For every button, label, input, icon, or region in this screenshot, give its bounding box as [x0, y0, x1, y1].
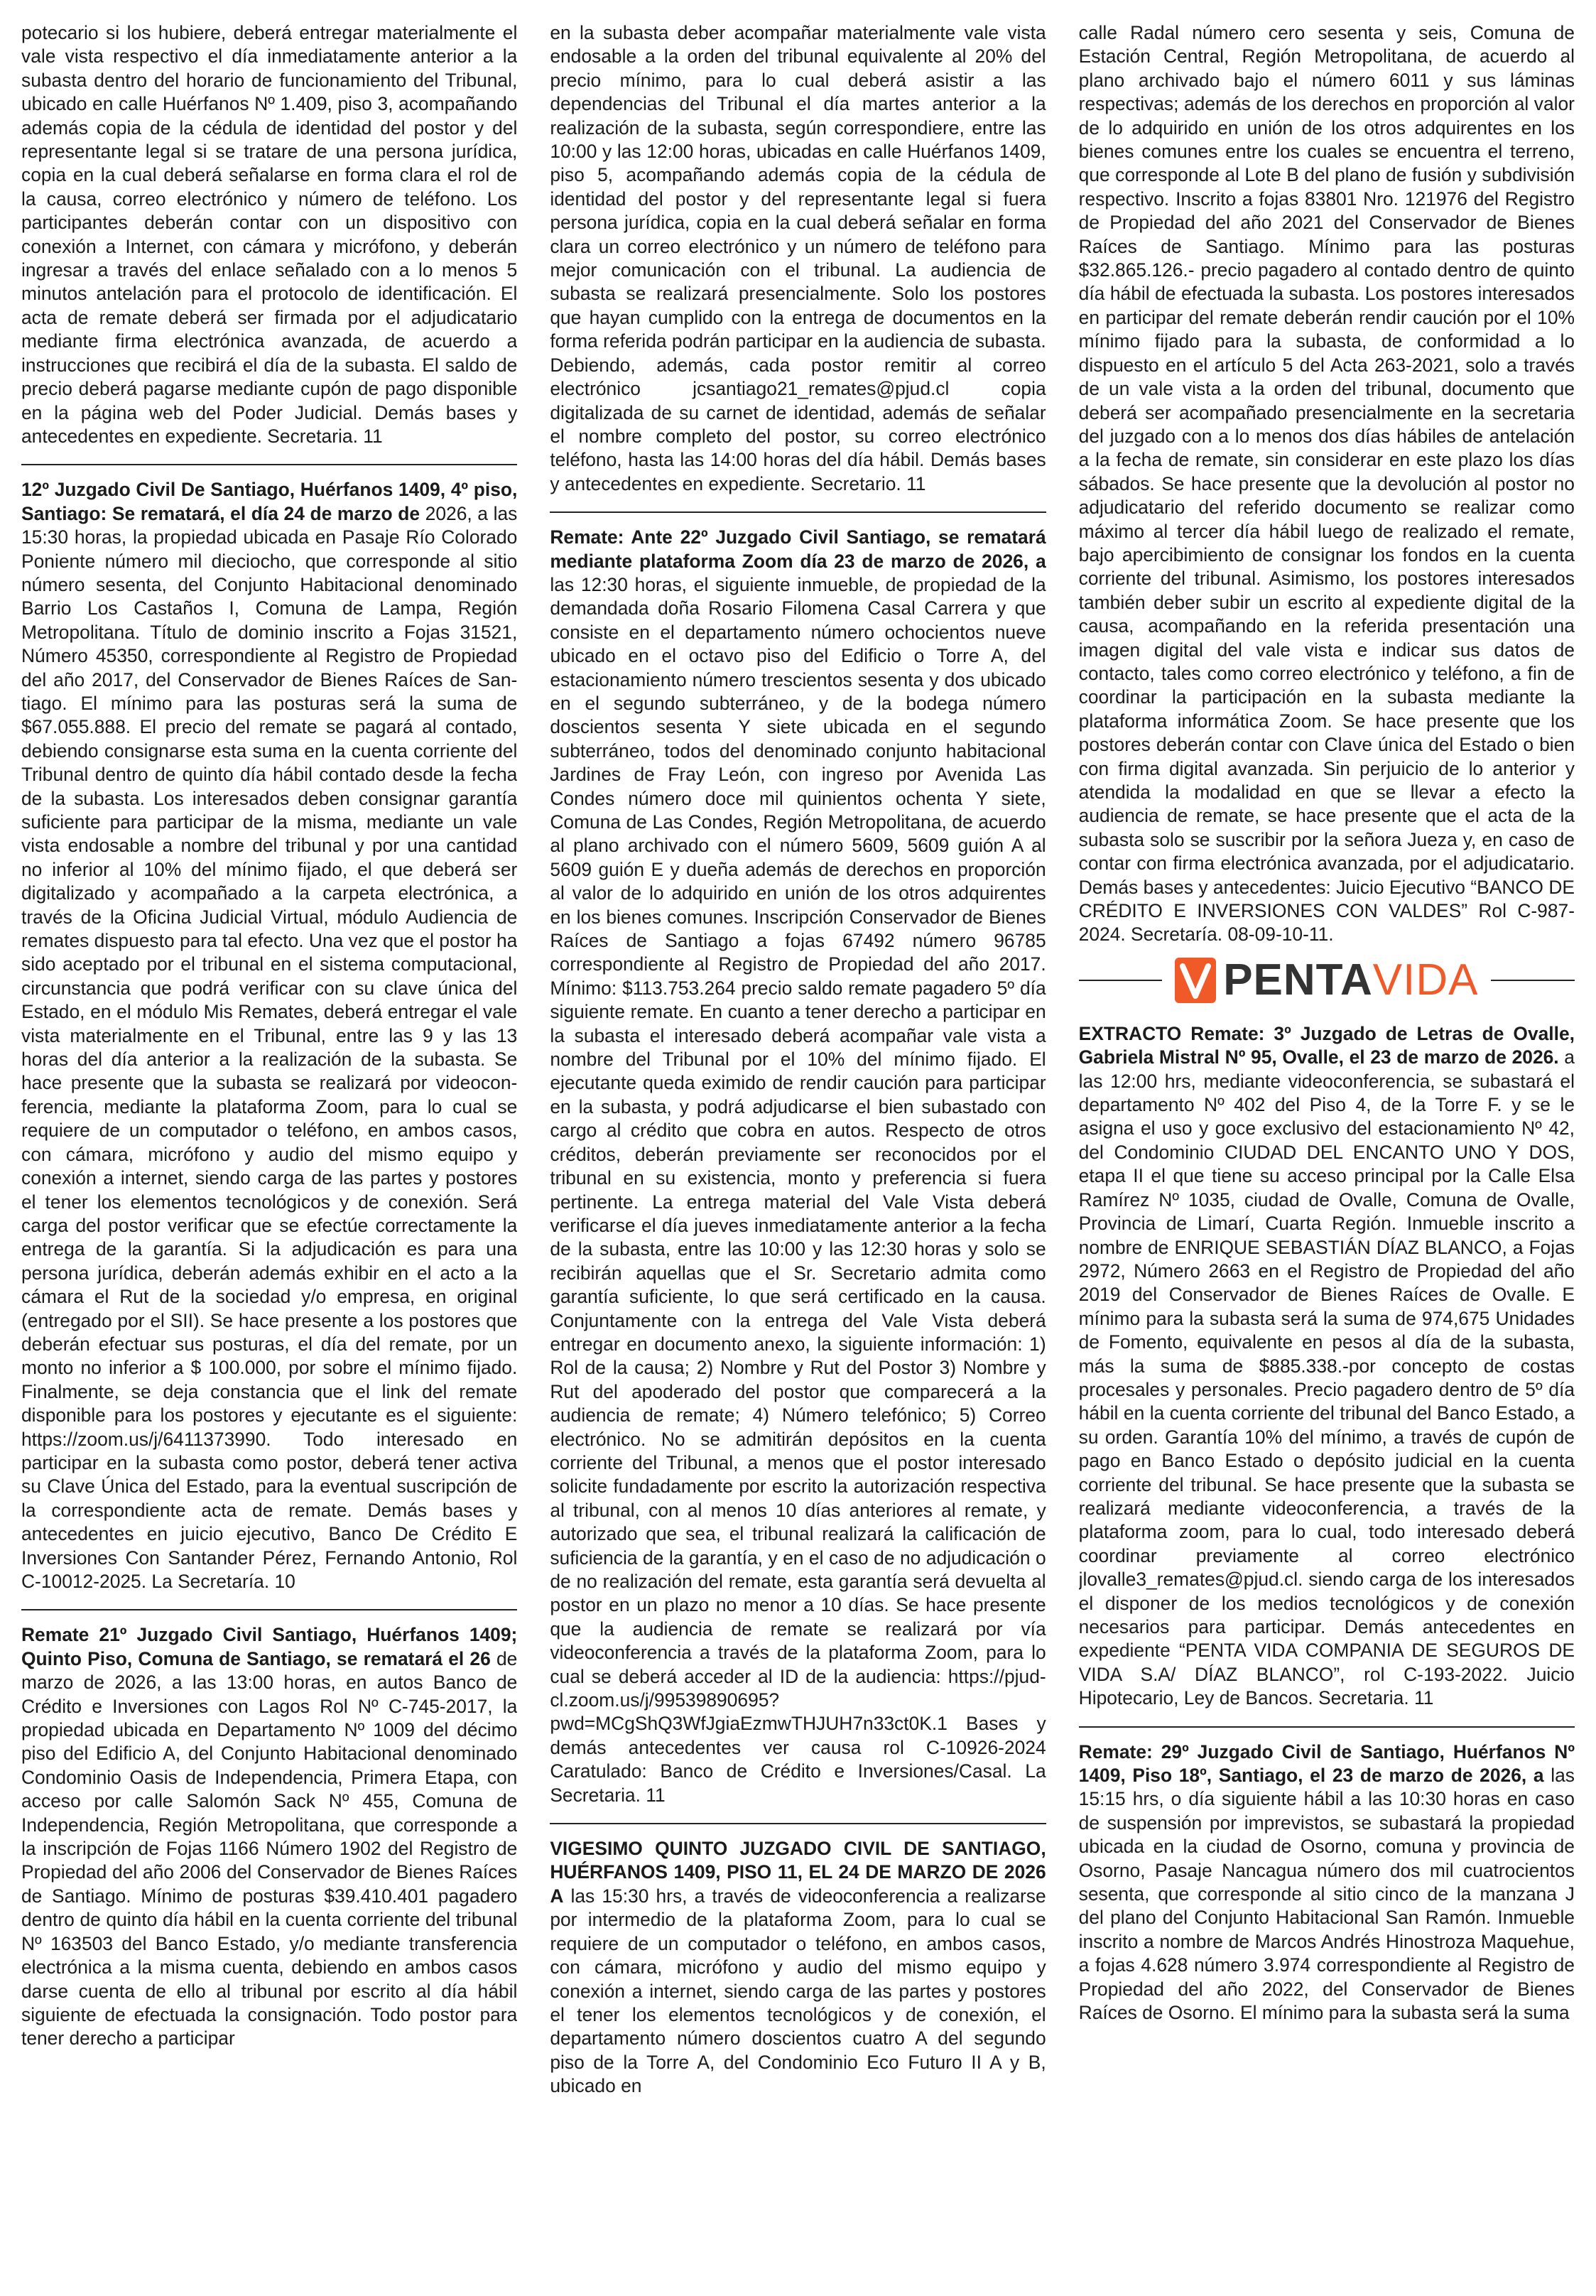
penta-vida-logo-block — [1079, 955, 1575, 1005]
notice-divider — [550, 1823, 1046, 1824]
notice-continuation-col2 — [550, 21, 1046, 496]
notice-body: las 15:15 hrs, o día siguiente hábil a las 10:30 horas en caso de suspensión por imprevistos, se subastará la propiedad ubicada en la ciudad de Osorno, comuna y provincia de Osorno, Pasaje Nancagua número dos mil cuatrocientos sesenta, que corresponde al sitio cinco de la manzana J del plano del Conjunto Habitacional San Ramón. Inmueble inscrito a nombre de Marcos Andrés Hinostroza Maquehue, a fojas 4.628 número 3.974 correspondiente al Registro de Propiedad del año 2022, del Conservador de Bienes Raíces de Osorno. El mínimo para la subasta será la suma — [1078, 1765, 1575, 2024]
notice-heading: EXTRACTO Remate: 3º Juzgado de Letras de Ovalle, Gabriela Mistral Nº 95, Ovalle, el 23 de marzo de 2026. — [1078, 1022, 1575, 1068]
notice-heading: VIGESIMO QUINTO JUZGADO CIVIL DE SANTIAGO, HUÉRFANOS 1409, PISO 11, EL 24 DE MARZO DE 2026 A — [550, 1838, 1046, 1907]
notice-body: las 12:30 horas, el siguiente inmueble, de propiedad de la demandada doña Rosario Filomena Casal Carrera y que consiste en el departamento número ochocientos nueve ubicado en el octavo piso del Edificio o Torre A, del estacionamiento número trescientos sesenta y dos ubicado en el segundo subterráneo, y de la bodega número doscientos sesenta Y siete ubicada en el segundo subterráneo, todos del denominado conjunto habitacional Jardines de Fray León, con ingreso por Avenida Las Condes número doce mil quinientos ochenta Y siete, Comuna de Las Condes, Región Metropolitana, de acuerdo al plano archivado con el número 5609, 5609 guión A al 5609 guión E y dueña además de derechos en proporción al valor de lo adquirido en unión de los otros adquirentes en los bienes comunes. Inscripción Conservador de Bienes Raíces de Santiago a fojas 67492 número 96785 correspondiente al Registro de Propiedad del año 2017. Mínimo: $113.753.264 precio saldo remate pagadero 5º día siguiente remate. En cuanto a tener derecho a participar en la subasta el interesado deberá acompañar vale vista a nombre del Tribunal por el 10% del mínimo fijado. El ejecutante queda eximido de rendir caución para participar en la subasta, y podrá adjudicarse el bien subastado con cargo al crédito que cobra en autos. Respecto de otros créditos, deberán previamente ser reconocidos por el tribunal en su existencia, monto y preferencia si fuera pertinente. La entrega material del Vale Vista deberá verificarse el día jueves inmediatamente anterior a la fecha de la subasta, entre las 10:00 y las 12:30 horas y solo se recibirán aquellas que el Sr. Secretario admita como garantía suficiente, lo que será certificado en la causa. Conjuntamente con la entrega del Vale Vista deberá entregar en documento anexo, la siguiente información: 1) Rol de la causa; 2) Nombre y Rut del Postor 3) Nombre y Rut del apoderado del postor que comparecerá a la audiencia de remate; 4) Número telefónico; 5) Correo electrónico. No se admitirán depósitos en la cuenta corriente del Tribunal, a menos que el postor interesado solicite fundadamente por escrito la autorización respectiva al tribunal, con al menos 10 días anteriores al remate, y autorizado que sea, el tribunal realizará la calificación de suficiencia de la garantía, y en el caso de no adjudicación o de no realización del remate, esta garantía será devuelta al postor en un plazo no menor a 10 días. Se hace presente que la audiencia de remate se realizará por vía videoconferencia a través de la plataforma Zoom, para lo cual se deberá acceder al ID de la audiencia: https://pjud-cl.zoom.us/j/99539890695?pwd=MCgShQ3WfJgiaEzmwTHJUH7n33ct0K.1 Bases y demás antecedentes ver causa rol C-10926-2024 Caratulado: Banco de Crédito e Inversiones/Casal. La Secretaria. 11 — [550, 573, 1046, 1806]
notice-3-juzgado-letras-ovalle — [1079, 1022, 1575, 1711]
column-1 — [21, 21, 517, 2295]
notice-heading: Remate: 29º Juzgado Civil de Santiago, Huérfanos Nº 1409, Piso 18º, Santiago, el 23 de marzo de 2026, a — [1078, 1740, 1575, 1787]
notice-25-juzgado-civil — [550, 1837, 1046, 2098]
logo-divider-left — [1079, 980, 1163, 981]
notice-body: las 15:30 hrs, a través de videoconferencia a realizarse por intermedio de la plataforma Zoom, para lo cual se requiere de un computador o teléfono, en ambos casos, con cámara, micrófono y audio del mismo equipo y conexión a internet, siendo carga de las partes y postores el tener los elementos tecnológicos y de conexión, el departamento número doscientos cuatro A del segundo piso de la Torre A, del Condominio Eco Futuro II A y B, ubicado en — [550, 1885, 1046, 2097]
column-3 — [1079, 21, 1575, 2295]
penta-vida-v-icon — [1175, 958, 1216, 1003]
notice-body: a las 12:00 hrs, mediante videoconferencia, se subastará el departamento Nº 402 del Piso 4, de la Torre F. y se le asigna el uso y goce exclusivo del estacionamiento Nº 42, del Condominio CIUDAD DEL ENCANTO UNO Y DOS, etapa II el que tiene su acceso principal por la Calle Elsa Ramírez Nº 1035, ciudad de Ovalle, Comuna de Ovalle, Provincia de Limarí, Cuarta Región. Inmueble inscrito a nombre de ENRIQUE SEBASTIÁN DÍAZ BLANCO, a Fojas 2972, Número 2663 en el Registro de Propiedad del año 2019 del Conservador de Bienes Raíces de Ovalle. E mínimo para la subasta será la suma de 974,675 Unidades de Fomento, equivalente en pesos al día de la subasta, más la suma de $885.338.-por concepto de costas procesales y personales. Precio pagadero dentro de 5º día hábil en la cuenta corriente del tribunal del Banco Estado, a su orden. Garantía 10% del mínimo, a través de cupón de pago en Banco Estado o depósito judicial en la cuenta corriente del tribunal. Se hace presente que la subasta se realizará mediante videoconferencia, a través de la plataforma zoom, para lo cual, todo interesado deberá coordinar previamente al correo electrónico jlovalle3_remates@pjud.cl. siendo carga de los interesados el disponer de los medios tecnológicos y de conexión necesarios para participar. Demás antecedentes en expediente “PENTA VIDA COMPANIA DE SEGUROS DE VIDA S.A/ DÍAZ BLANCO”, rol C-193-2022. Juicio Hipotecario, Ley de Bancos. Secretaria. 11 — [1078, 1046, 1575, 1709]
logo-word-vida: VIDA — [1372, 955, 1479, 1004]
notice-divider — [550, 511, 1046, 513]
notice-continuation-col3 — [1079, 21, 1575, 947]
notice-divider — [21, 1609, 517, 1610]
column-2 — [550, 21, 1046, 2295]
notice-22-juzgado-civil — [550, 526, 1046, 1807]
notice-21-juzgado-civil — [21, 1623, 517, 2050]
notice-29-juzgado-civil — [1079, 1740, 1575, 2025]
penta-vida-wordmark — [1223, 955, 1478, 1005]
notice-body: calle Radal número cero sesenta y seis, Comuna de Estación Central, Región Metropolitana, de acuerdo al plano archivado bajo el número 6011 y sus láminas respectivas; además de los derechos en proporción al valor de lo adquirido en unión de los otros adquirentes en los bienes comunes entre los cuales se encuentra el terreno, que corresponde al Lote B del plano de fusión y subdivisión respectivo. Inscrito a fojas 83801 Nro. 121976 del Registro de Propiedad del año 2021 del Conservador de Bienes Raíces de Santiago. Mínimo para las posturas $32.865.126.- precio pagadero al contado dentro de quinto día hábil de efectuada la subasta. Los postores interesados en participar del remate deberán rendir caución por el 10% mínimo fijado para la subasta, de conformidad a lo dispuesto en el artículo 5 del Acta 263-2021, solo a través de un vale vista a la orden del tribunal, documento que deberá ser acompañado presencialmente en la secretaria del juzgado con a lo menos dos días hábiles de antelación a la fecha de remate, sin considerar en este plazo los días sábados. Se hace presente que la devolución al postor no adjudicatario del referido documento se realizar como máximo al tercer día hábil luego de realizado el remate, bajo apercibimiento de consignar los fondos en la cuenta corriente del tribunal. Asimismo, los postores interesados también deber subir un escrito al expediente digital de la causa, acompañando en la referida presentación una imagen digital del vale vista e indicar sus datos de contacto, tales como correo electrónico y teléfono, a fin de coordinar la participación en la subasta mediante la plataforma informática Zoom. Se hace presente que los postores deberán contar con Clave única del Estado o bien con firma digital avanzada. Sin perjuicio de lo anterior y atendida la modalidad en que se llevar a efecto la audiencia de remate, se hace presente que el acta de la subasta solo se suscribir por la señora Jueza y, en caso de contar con firma electrónica avanzada, por el adjudicatario. Demás bases y antecedentes: Juicio Ejecutivo “BANCO DE CRÉDITO E INVERSIONES CON VALDES” Rol C-987- 2024. Secretaría. 08-09-10-11. — [1078, 22, 1575, 946]
notice-divider — [1079, 1726, 1575, 1728]
logo-word-penta: PENTA — [1223, 955, 1373, 1004]
notice-continuation-col1 — [21, 21, 517, 448]
notice-body: potecario si los hubiere, deberá entregar materialmente el vale vista respectivo el día inmediatamente anterior a la subasta dentro del horario de funcionamiento del Tribunal, ubicado en calle Huérfanos Nº 1.409, piso 3, acompañando además copia de la cédula de identidad del postor y del representante legal si se tratare de una persona jurídica, copia en la cual deberá señalarse en forma clara el rol de la causa, correo electrónico y número de teléfono. Los participantes deberán contar con un dispositivo con conexión a Internet, con cámara y micrófono, y deberán ingresar a través del enlace señalado con a lo menos 5 minutos antelación para el protocolo de identificación. El acta de remate deberá ser firmada por el adjudicatario mediante firma electrónica avanzada, de acuerdo a instrucciones que recibirá el día de la subasta. El saldo de precio deberá pagarse mediante cupón de pago disponible en la página web del Poder Judicial. Demás bases y antecedentes en expediente. Secretaria. 11 — [21, 22, 518, 447]
notice-heading: Remate: Ante 22º Juzgado Civil Santiago, se rematará mediante plataforma Zoom día 23 de marzo de 2026, a — [550, 526, 1046, 572]
notice-body: de marzo de 2026, a las 13:00 horas, en autos Banco de Crédito e Inversiones con Lagos Rol Nº C-745-2017, la propiedad ubicada en Departamento Nº 1009 del décimo piso del Edificio A, del Conjunto Habitacional denominado Condominio Oasis de Independencia, Primera Etapa, con acceso por calle Salomón Sack Nº 455, Comuna de Independencia, Región Metropolitana, que corresponde a la inscripción de Fojas 1166 Número 1902 del Registro de Propiedad del año 2006 del Conservador de Bienes Raíces de Santiago. Mínimo de posturas $39.410.401 pagadero dentro de quinto día hábil en la cuenta corriente del tribunal Nº 163503 del Banco Estado, y/o mediante transferencia electrónica a la misma cuenta, debiendo en ambos casos darse cuenta de ello al tribunal por escrito al día hábil siguiente de efectuada la consignación. Todo postor para tener derecho a participar — [21, 1647, 518, 2049]
notice-heading: 12º Juzgado Civil De Santiago, Huérfanos 1409, 4º piso, Santiago: Se rematará, el día 24 de marzo de — [21, 479, 518, 524]
notice-body: en la subasta deber acompañar materialmente vale vista endosable a la orden del tribunal equivalente al 20% del precio mínimo, para lo cual deberá asistir a las dependencias del Tribunal el día martes anterior a la realización de la subasta, según correspondiere, entre las 10:00 y las 12:00 horas, ubicadas en calle Huérfanos 1409, piso 5, acompañando además copia de la cédula de identidad del postor y del representante legal si fuera persona jurídica, copia en la cual deberá señalar en forma clara un correo electrónico y un número de teléfono para mejor comunicación con el tribunal. La audiencia de subasta se realizará presencialmente. Solo los postores que hayan cumplido con la entrega de documentos en la forma referida podrán participar en la audiencia de subasta. Debiendo, además, cada postor remitir al correo electrónico jcsantiago21_remates@pjud.cl copia digitalizada de su carnet de identidad, además de señalar el nombre completo del postor, su correo electrónico teléfono, hasta las 14:00 horas del día hábil. Demás bases y antecedentes en expediente. Secretario. 11 — [550, 22, 1046, 494]
penta-vida-logo — [1175, 955, 1478, 1005]
logo-divider-right — [1491, 980, 1575, 981]
notice-12-juzgado-civil — [21, 478, 517, 1593]
notice-heading: Remate 21º Juzgado Civil Santiago, Huérfanos 1409; Quinto Piso, Comuna de Santiago, se rematará el 26 — [21, 1624, 518, 1669]
notice-divider — [21, 464, 517, 465]
notice-body: 2026, a las 15:30 horas, la propiedad ubicada en Pasaje Río Colorado Poniente número mil dieciocho, que corresponde al sitio número sesenta, del Conjunto Habitacional denominado Barrio Los Castaños I, Comuna de Lampa, Región Metropolitana. Título de dominio inscrito a Fojas 31521, Número 45350, correspondiente al Registro de Propiedad del año 2017, del Conservador de Bienes Raíces de Santiago. El mínimo para las posturas será la suma de $67.055.888. El precio del remate se pagará al contado, debiendo consignarse esta suma en la cuenta corriente del Tribunal dentro de quinto día hábil contado desde la fecha de la subasta. Los interesados deben consignar garantía suficiente para participar de la misma, mediante un vale vista endosable a nombre del tribunal y por una cantidad no inferior al 10% del mínimo fijado, el que deberá ser digitalizado y acompañado a la carpeta electrónica, a través de la Oficina Judicial Virtual, módulo Audiencia de remates dispuesto para tal efecto. Una vez que el postor ha sido aceptado por el tribunal en el sistema computacional, circunstancia que podrá verificar con su clave única del Estado, en el módulo Mis Remates, deberá entregar el vale vista materialmente en el Tribunal, entre las 9 y las 13 horas del día anterior a la realización de la subasta. Se hace presente que la subasta se realizará por videoconferencia, mediante la plataforma Zoom, para lo cual se requiere de un computador o teléfono, en ambos casos, con cámara, micrófono y audio del mismo equipo y conexión a internet, siendo carga de las partes y postores el tener los elementos tecnológicos y de conexión. Será carga del postor verificar que se efectúe correctamente la entrega de la garantía. Si la adjudicación es para una persona jurídica, deberán además exhibir en el acto a la cámara el Rut de la sociedad y/o empresa, en original (entregado por el SII). Se hace presente a los postores que deberán efectuar sus posturas, el día del remate, por un monto no inferior a $ 100.000, por sobre el mínimo fijado. Finalmente, se deja constancia que el link del remate disponible para los postores y ejecutante es el siguiente: https://zoom.us/j/6411373990. Todo interesado en participar en la subasta como postor, deberá tener activa su Clave Única del Estado, para la eventual suscripción de la correspondiente acta de remate. Demás bases y antecedentes en juicio ejecutivo, Banco De Crédito E Inversiones Con Santander Pérez, Fernando Antonio, Rol C-10012-2025. La Secretaría. 10 — [21, 502, 518, 1592]
